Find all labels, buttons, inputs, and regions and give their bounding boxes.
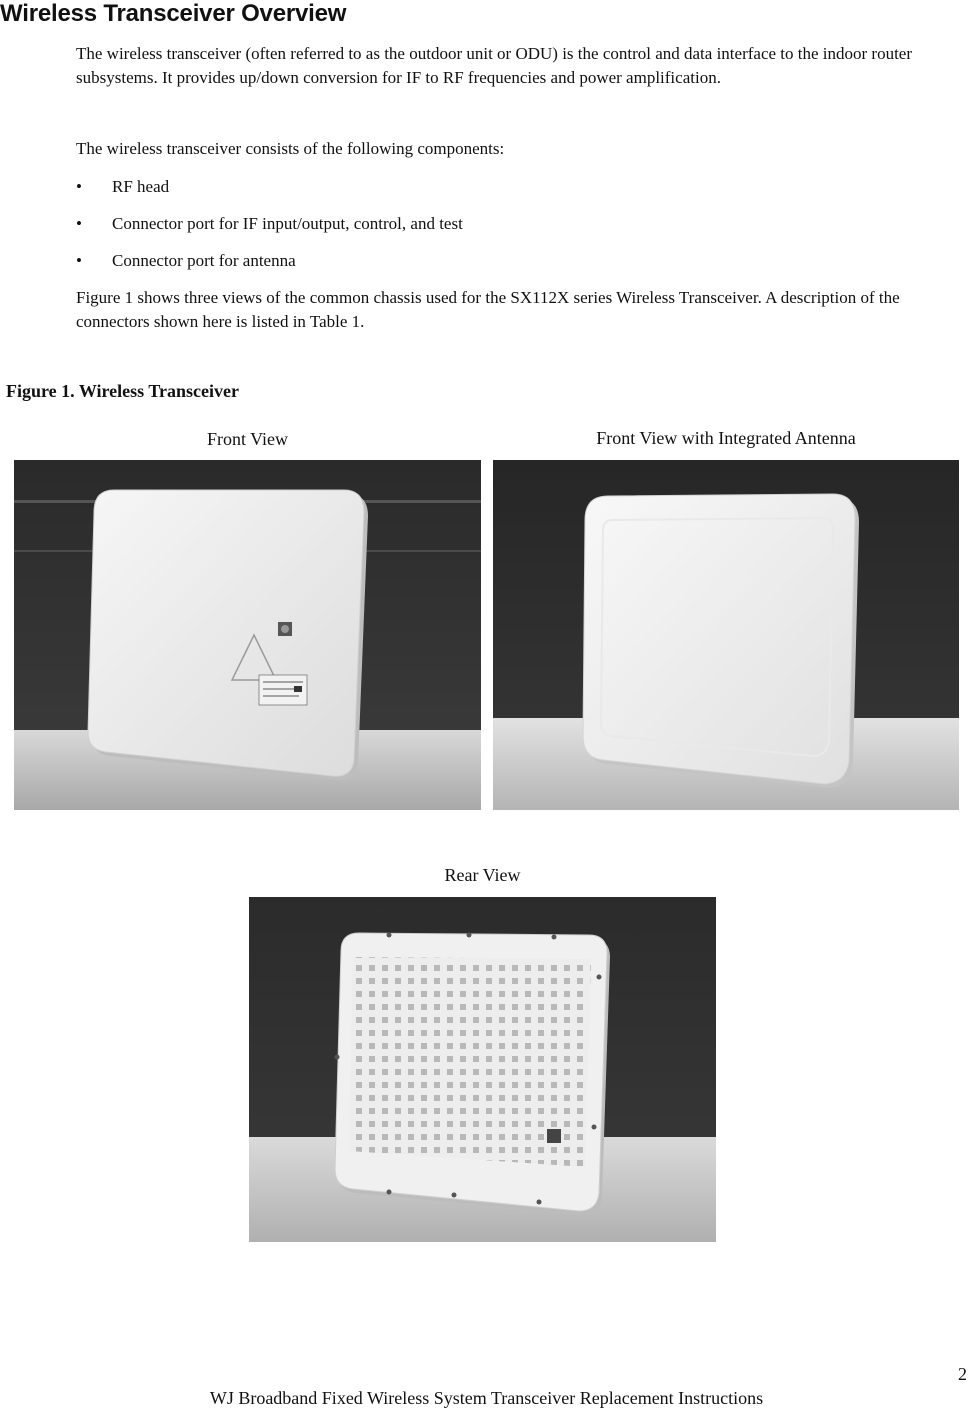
page-number: 2 <box>958 1364 967 1384</box>
footer-document-title: WJ Broadband Fixed Wireless System Transceiver Replacement Instructions <box>209 1388 764 1408</box>
figure-title: Figure 1. Wireless Transceiver <box>6 381 239 401</box>
rear-view-photo <box>249 897 716 1242</box>
caption-front-view: Front View <box>206 429 289 449</box>
caption-front-antenna-view: Front View with Integrated Antenna <box>596 428 856 448</box>
intro-paragraph: The wireless transceiver (often referred to as the outdoor unit or ODU) is the control and data interface to the indoor router subsystems. It provides up/down conversion for IF to RF frequencies and power amplification. <box>76 44 912 87</box>
figure-reference-paragraph: Figure 1 shows three views of the common chassis used for the SX112X series Wireless Transceiver. A description of the connectors shown here is listed in Table 1. <box>76 288 900 331</box>
components-intro: The wireless transceiver consists of the following components: <box>76 139 505 158</box>
caption-rear-view: Rear View <box>444 865 521 885</box>
bullet-icon: • <box>76 177 82 196</box>
front-view-photo <box>14 460 481 810</box>
front-antenna-view-photo <box>493 460 959 810</box>
page-title: Wireless Transceiver Overview <box>0 0 347 27</box>
bullet-icon: • <box>76 214 82 233</box>
bullet-icon: • <box>76 251 82 270</box>
